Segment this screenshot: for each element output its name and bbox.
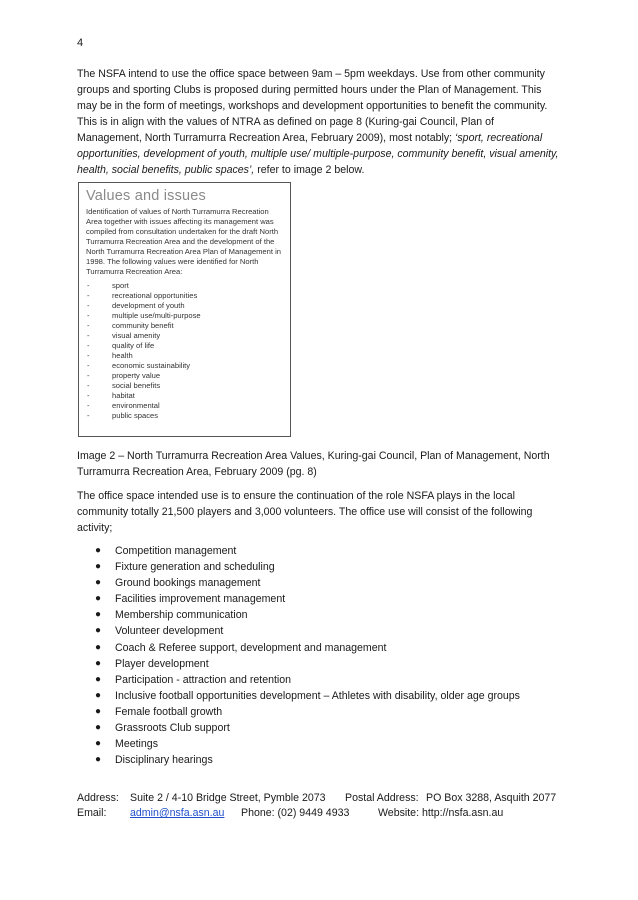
activity-item [95,688,520,704]
bullet-icon: ● [95,593,102,605]
bullet-icon: ● [95,625,102,637]
dash-marker: - [87,351,90,360]
intro-text: The NSFA intend to use the office space between 9am – 5pm weekdays. Use from other community groups and sporting Clubs is proposed during permitted hours under the Plan of Management. This may be in the form of meetings, workshops and development opportunities to benefit the community. This is in align with the values of NTRA as defined on page 8 (Kuring-gai Council, Plan of Management, North Turramurra Recreation Area, February 2009), most notably; [77,68,548,144]
bullet-icon: ● [95,738,102,750]
dash-marker: - [87,411,90,420]
bullet-icon: ● [95,754,102,766]
values-list-item [86,341,283,351]
activity-item [95,543,520,559]
values-item-text: development of youth [112,301,185,310]
website: Website: http://nsfa.asn.au [378,807,504,819]
bullet-icon: ● [95,577,102,589]
dash-marker: - [87,341,90,350]
values-list-item [86,411,283,421]
values-item-text: recreational opportunities [112,291,198,300]
activity-text: Grassroots Club support [115,722,230,735]
activity-item [95,640,520,656]
values-item-text: public spaces [112,411,159,420]
activity-text: Disciplinary hearings [115,754,213,767]
page-number: 4 [77,37,84,49]
activity-text: Fixture generation and scheduling [115,561,275,574]
email-label: Email: [77,807,107,819]
values-list-item [86,321,283,331]
values-item-text: multiple use/multi-purpose [112,311,201,320]
bullet-icon: ● [95,609,102,621]
values-list-item [86,291,283,301]
activity-text: Meetings [115,738,158,751]
office-use-paragraph: The office space intended use is to ensure the continuation of the role NSFA plays in the local community totally 21,500 players and 3,000 volunteers. The office use will consist of the following activity; [77,490,533,534]
activity-item [95,623,520,639]
activity-text: Inclusive football opportunities development – Athletes with disability, older age groups [115,689,520,702]
values-quote: ‘sport, recreational opportunities, development of youth, multiple use/ multiple-purpose, community benefit, visual amenity, health, social benefits, public spaces’, [77,132,559,176]
values-list-item [86,381,283,391]
values-item-text: community benefit [112,321,174,330]
activity-item [95,704,520,720]
activity-text: Player development [115,657,209,670]
activity-text: Membership communication [115,609,248,622]
intro-text-end: refer to image 2 below. [254,164,365,176]
activity-list [95,543,520,768]
intro-paragraph [77,66,561,178]
values-item-text: sport [112,281,129,290]
dash-marker: - [87,301,90,310]
values-list-item [86,311,283,321]
activity-item [95,559,520,575]
bullet-icon: ● [95,673,102,685]
bullet-icon: ● [95,657,102,669]
values-list-item [86,361,283,371]
dash-marker: - [87,361,90,370]
dash-marker: - [87,331,90,340]
activity-item [95,591,520,607]
address-value: Suite 2 / 4-10 Bridge Street, Pymble 2073 [130,792,326,804]
values-list-item [86,331,283,341]
values-item-text: economic sustainability [112,361,191,370]
activity-text: Participation - attraction and retention [115,673,292,686]
image-caption: Image 2 – North Turramurra Recreation Area Values, Kuring-gai Council, Plan of Management, North Turramurra Recreation Area, February 2009 (pg. 8) [77,450,550,478]
phone-number: Phone: (02) 9449 4933 [241,807,350,819]
values-list-item [86,351,283,361]
activity-item [95,736,520,752]
values-list-item [86,281,283,291]
bullet-icon: ● [95,561,102,573]
bullet-icon: ● [95,689,102,701]
values-list [86,281,283,421]
values-title: Values and issues [86,188,207,204]
dash-marker: - [87,291,90,300]
activity-text: Coach & Referee support, development and management [115,641,387,654]
values-item-text: quality of life [112,341,155,350]
postal-value: PO Box 3288, Asquith 2077 [426,792,557,804]
values-item-text: property value [112,371,161,380]
activity-text: Volunteer development [115,625,224,638]
activity-item [95,575,520,591]
activity-text: Female football growth [115,705,223,718]
activity-text: Facilities improvement management [115,593,286,606]
email-link[interactable]: admin@nsfa.asn.au [130,807,225,819]
dash-marker: - [87,391,90,400]
dash-marker: - [87,281,90,290]
values-list-item [86,371,283,381]
bullet-icon: ● [95,641,102,653]
postal-label: Postal Address: [345,792,419,804]
activity-text: Ground bookings management [115,577,261,590]
values-item-text: social benefits [112,381,161,390]
address-label: Address: [77,792,119,804]
values-list-item [86,301,283,311]
bullet-icon: ● [95,705,102,717]
activity-item [95,607,520,623]
dash-marker: - [87,381,90,390]
activity-text: Competition management [115,545,237,557]
bullet-icon: ● [95,545,102,556]
values-list-item [86,401,283,411]
activity-item [95,752,520,768]
activity-item [95,720,520,736]
activity-item [95,672,520,688]
values-item-text: health [112,351,133,360]
bullet-icon: ● [95,722,102,734]
dash-marker: - [87,371,90,380]
dash-marker: - [87,321,90,330]
activity-item [95,656,520,672]
values-item-text: visual amenity [112,331,161,340]
values-item-text: environmental [112,401,160,410]
values-item-text: habitat [112,391,135,400]
dash-marker: - [87,311,90,320]
values-list-item [86,391,283,401]
values-image [78,182,291,437]
dash-marker: - [87,401,90,410]
values-intro: Identification of values of North Turramurra Recreation Area together with issues affecting its management was compiled from consultation undertaken for the draft North Turramurra Recreation Area and the development of the North Turramurra Recreation Area Plan of Management in 1998. The following values were identified for North Turramurra Recreation Area: [86,207,282,276]
